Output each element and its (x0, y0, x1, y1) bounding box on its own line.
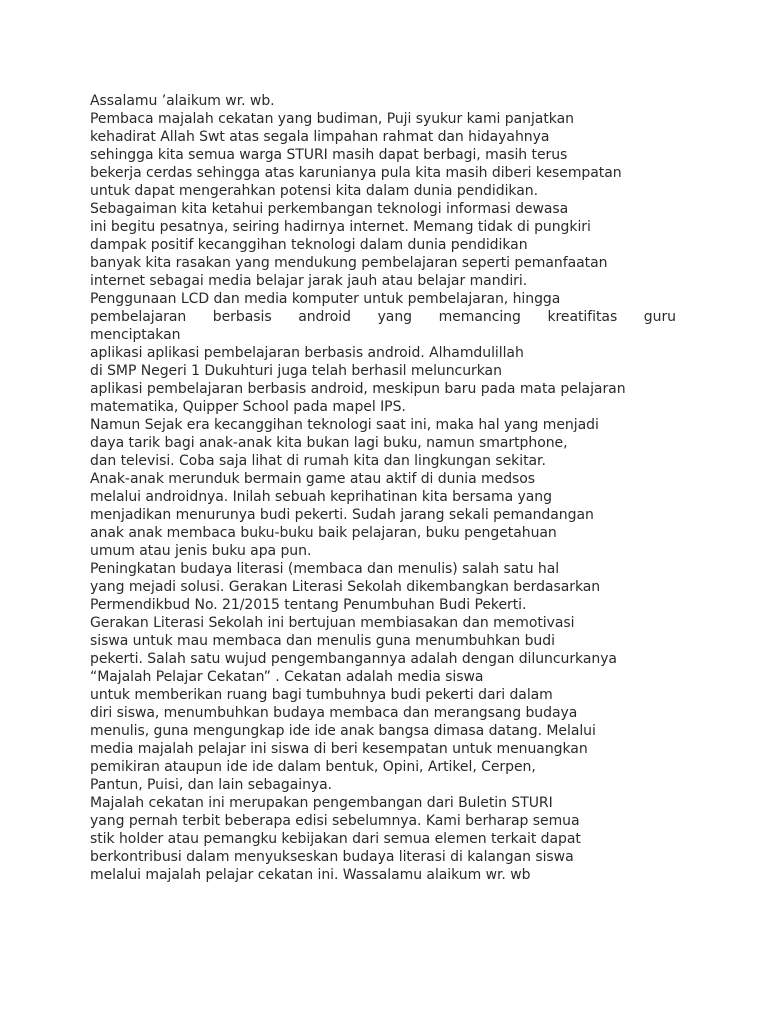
text-line: yang mejadi solusi. Gerakan Literasi Sekolah dikembangkan berdasarkan (90, 579, 601, 595)
text-line: menulis, guna mengungkap ide ide anak bangsa dimasa datang. Melalui (90, 723, 596, 739)
text-line: pekerti. Salah satu wujud pengembangannya adalah dengan diluncurkanya (90, 651, 617, 667)
text-line-justified: pembelajaran berbasis android yang memancing kreatifitas guru (90, 309, 676, 325)
text-line: Pembaca majalah cekatan yang budiman, Puji syukur kami panjatkan (90, 111, 574, 127)
text-line: matematika, Quipper School pada mapel IPS. (90, 399, 406, 415)
text-line: aplikasi aplikasi pembelajaran berbasis android. Alhamdulillah (90, 345, 524, 361)
text-line: internet sebagai media belajar jarak jauh atau belajar mandiri. (90, 273, 528, 289)
text-line: daya tarik bagi anak-anak kita bukan lagi buku, namun smartphone, (90, 435, 568, 451)
text-line: Sebagaiman kita ketahui perkembangan teknologi informasi dewasa (90, 201, 569, 217)
body-text (90, 92, 676, 884)
text-line: untuk dapat mengerahkan potensi kita dalam dunia pendidikan. (90, 183, 538, 199)
text-line: melalui androidnya. Inilah sebuah keprihatinan kita bersama yang (90, 489, 552, 505)
text-line: umum atau jenis buku apa pun. (90, 543, 312, 559)
text-line: melalui majalah pelajar cekatan ini. Wassalamu alaikum wr. wb (90, 867, 531, 883)
text-line: pemikiran ataupun ide ide dalam bentuk, Opini, Artikel, Cerpen, (90, 759, 536, 775)
text-line: Gerakan Literasi Sekolah ini bertujuan membiasakan dan memotivasi (90, 615, 575, 631)
text-line: sehingga kita semua warga STURI masih dapat berbagi, masih terus (90, 147, 568, 163)
text-line: siswa untuk mau membaca dan menulis guna menumbuhkan budi (90, 633, 555, 649)
text-line: bekerja cerdas sehingga atas karunianya pula kita masih diberi kesempatan (90, 165, 622, 181)
text-line: kehadirat Allah Swt atas segala limpahan rahmat dan hidayahnya (90, 129, 550, 145)
text-line: Permendikbud No. 21/2015 tentang Penumbuhan Budi Pekerti. (90, 597, 527, 613)
text-line: Anak-anak merunduk bermain game atau aktif di dunia medsos (90, 471, 536, 487)
text-line: ini begitu pesatnya, seiring hadirnya internet. Memang tidak di pungkiri (90, 219, 591, 235)
text-line: aplikasi pembelajaran berbasis android, meskipun baru pada mata pelajaran (90, 381, 626, 397)
text-line: diri siswa, menumbuhkan budaya membaca dan merangsang budaya (90, 705, 578, 721)
text-line: untuk memberikan ruang bagi tumbuhnya budi pekerti dari dalam (90, 687, 553, 703)
text-line: menciptakan (90, 327, 181, 343)
text-line: dampak positif kecanggihan teknologi dalam dunia pendidikan (90, 237, 528, 253)
text-line: stik holder atau pemangku kebijakan dari semua elemen terkait dapat (90, 831, 581, 847)
text-line: Pantun, Puisi, dan lain sebagainya. (90, 777, 333, 793)
text-line: di SMP Negeri 1 Dukuhturi juga telah berhasil meluncurkan (90, 363, 502, 379)
text-line: anak anak membaca buku-buku baik pelajaran, buku pengetahuan (90, 525, 557, 541)
text-line: banyak kita rasakan yang mendukung pembelajaran seperti pemanfaatan (90, 255, 608, 271)
text-line: Peningkatan budaya literasi (membaca dan menulis) salah satu hal (90, 561, 560, 577)
text-line: Assalamu ’alaikum wr. wb. (90, 93, 275, 109)
text-line: Namun Sejak era kecanggihan teknologi saat ini, maka hal yang menjadi (90, 417, 599, 433)
text-line: berkontribusi dalam menyukseskan budaya literasi di kalangan siswa (90, 849, 574, 865)
text-line: Majalah cekatan ini merupakan pengembangan dari Buletin STURI (90, 795, 553, 811)
text-line: dan televisi. Coba saja lihat di rumah kita dan lingkungan sekitar. (90, 453, 546, 469)
text-line: menjadikan menurunya budi pekerti. Sudah jarang sekali pemandangan (90, 507, 594, 523)
text-line: Penggunaan LCD dan media komputer untuk pembelajaran, hingga (90, 291, 561, 307)
text-line: yang pernah terbit beberapa edisi sebelumnya. Kami berharap semua (90, 813, 580, 829)
text-line: “Majalah Pelajar Cekatan” . Cekatan adalah media siswa (90, 669, 484, 685)
text-line: media majalah pelajar ini siswa di beri kesempatan untuk menuangkan (90, 741, 588, 757)
